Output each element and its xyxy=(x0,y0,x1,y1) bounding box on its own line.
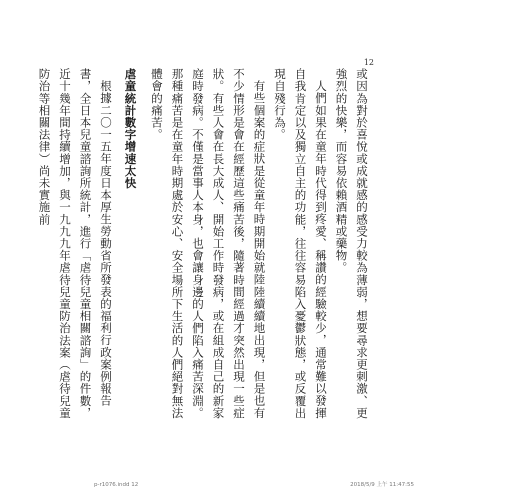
paragraph: 人們如果在童年時代得到疼愛、稱讚的經驗較少，通常難以發揮自我肯定以及獨立自主的功能，往往容易陷入憂鬱狀態，或反覆出現自殘行為。 xyxy=(273,68,328,419)
paragraph: 根據二〇一五年度日本厚生勞動省所發表的福利行政案例報告書，全日本兒童諮詢所統計，進行「虐待兒童相關諮詢」的件數，近十幾年間持續增加，與一九九九年虐待兒童防治法案（虐待兒童防治等相關法律）尚未實施前 xyxy=(37,68,113,419)
vertical-text-block xyxy=(37,68,372,424)
footer-timestamp: 2018/5/9 上午 11:47:55 xyxy=(350,482,414,488)
paragraph: 或因為對於喜悅或成就感的感受力較為薄弱，想要尋求更刺激、更強烈的快樂，而容易依賴酒精或藥物。 xyxy=(334,68,369,419)
section-heading: 虐童統計數字增速太快 xyxy=(123,68,138,189)
paragraph: 有些個案的症狀是從童年時期開始就陸陸續續地出現，但是也有不少情形是會在經歷這些痛苦後，隨著時間經過才突然出現一些症狀。有些人會在長大成人、開始工作時發病，或在組成自己的新家庭時發病。不僅是當事人本身，也會讓身邊的人們陷入痛苦深淵。那種痛苦是在童年時期處於安心、安全場所下生活的人們絕對無法體會的痛苦。 xyxy=(150,68,267,419)
page-number: 12 xyxy=(363,58,374,67)
footer-file-label: p-r1076.indd 12 xyxy=(94,482,139,488)
